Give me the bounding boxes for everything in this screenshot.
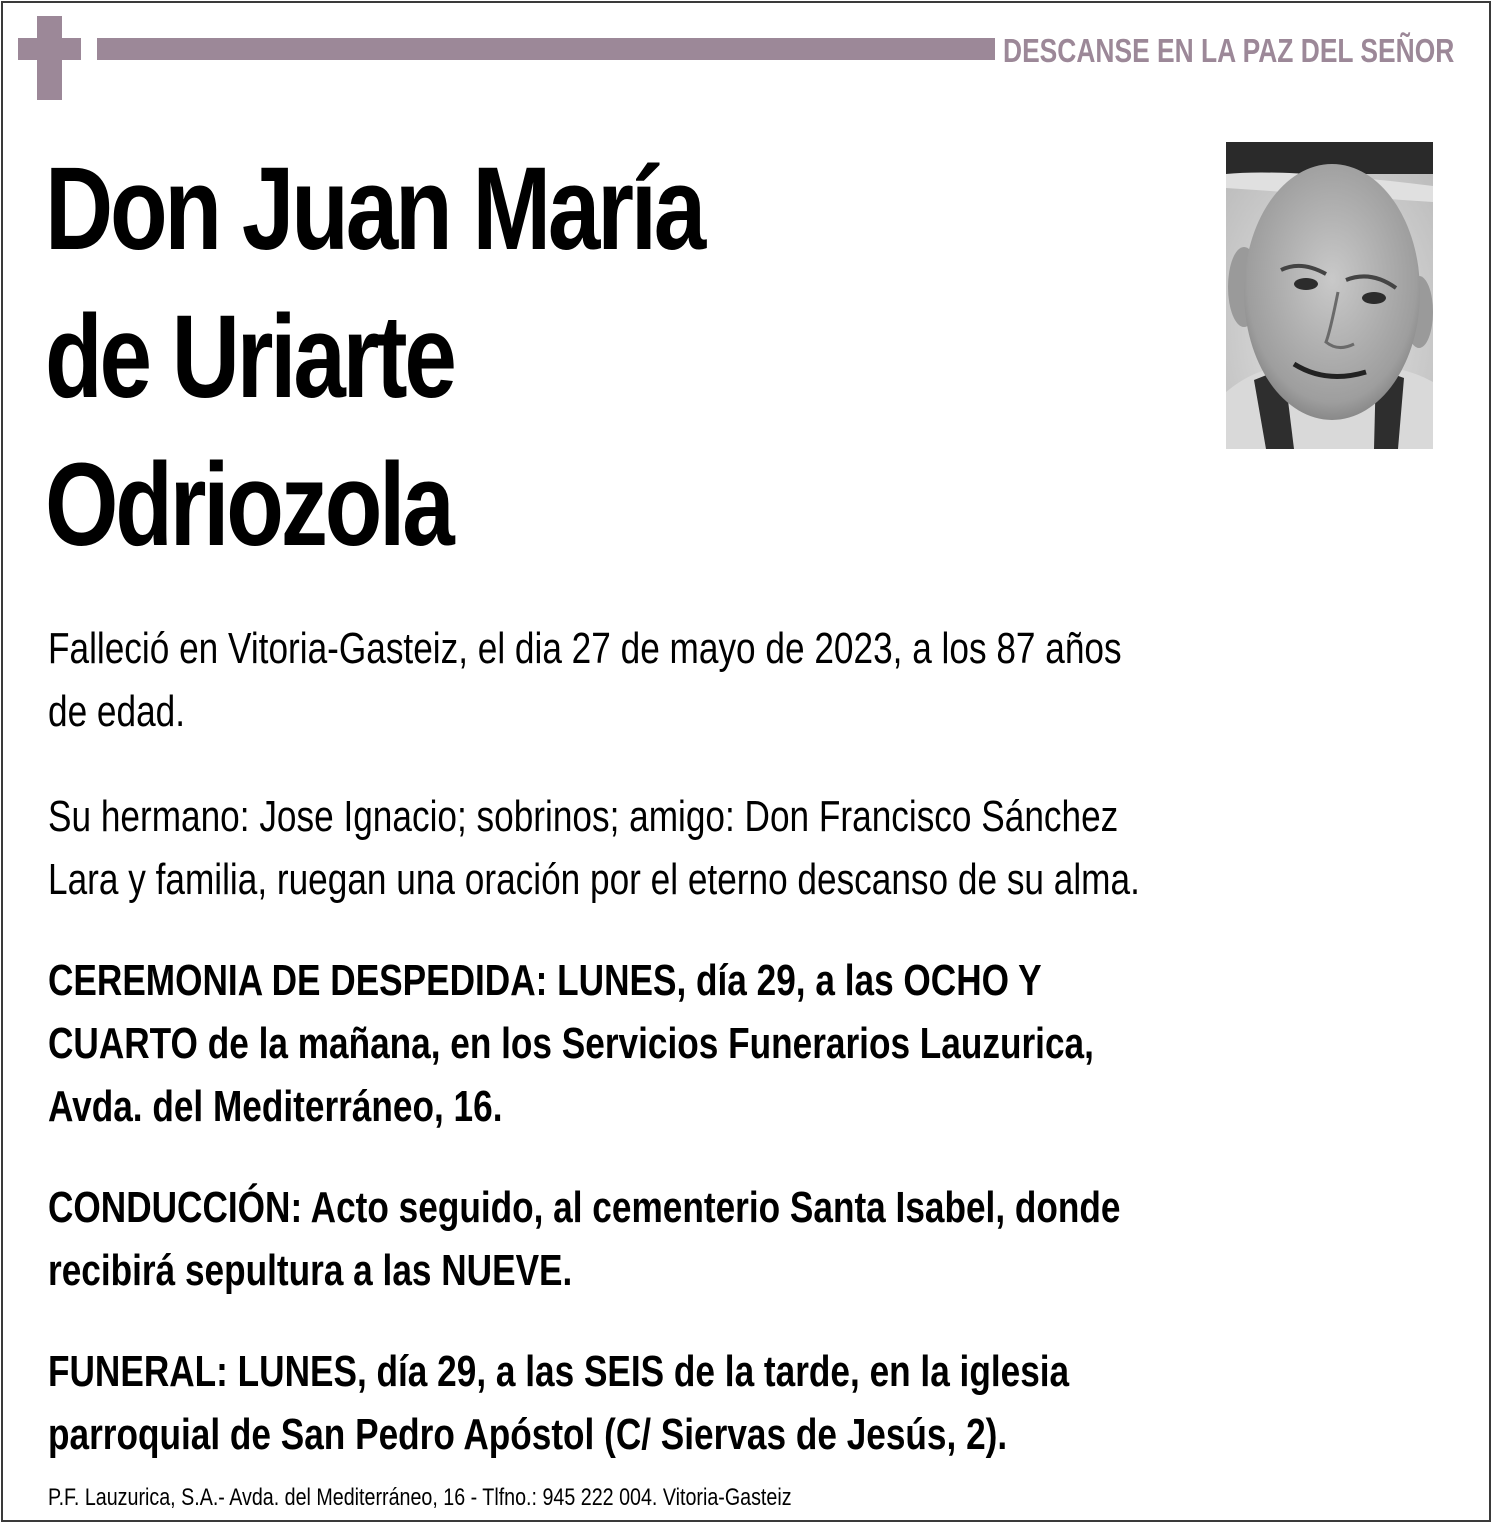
paragraph-line: CUARTO de la mañana, en los Servicios Funerarios Lauzurica,: [48, 1019, 1094, 1068]
deceased-portrait-photo: [1226, 142, 1433, 449]
death-notice-paragraph: [48, 617, 1122, 743]
paragraph-line: CEREMONIA DE DESPEDIDA: LUNES, día 29, a las OCHO Y: [48, 956, 1042, 1005]
paragraph-line: parroquial de San Pedro Apóstol (C/ Siervas de Jesús, 2).: [48, 1410, 1008, 1459]
funeral-paragraph: [48, 1340, 1069, 1466]
funeral-home-footer: P.F. Lauzurica, S.A.- Avda. del Mediterráneo, 16 - Tlfno.: 945 222 004. Vitoria-Gasteiz: [48, 1484, 792, 1511]
ceremony-paragraph: [48, 949, 1094, 1138]
paragraph-line: Avda. del Mediterráneo, 16.: [48, 1082, 503, 1131]
paragraph-line: CONDUCCIÓN: Acto seguido, al cementerio Santa Isabel, donde: [48, 1183, 1121, 1232]
paragraph-line: de edad.: [48, 687, 186, 736]
cross-horizontal-bar: [18, 38, 81, 60]
header-rule: [97, 38, 995, 60]
deceased-name: [45, 135, 703, 579]
paragraph-line: Lara y familia, ruegan una oración por el eterno descanso de su alma.: [48, 855, 1140, 904]
paragraph-line: recibirá sepultura a las NUEVE.: [48, 1246, 573, 1295]
name-line-2: de Uriarte: [45, 291, 454, 423]
portrait-icon: [1226, 142, 1433, 449]
paragraph-line: FUNERAL: LUNES, día 29, a las SEIS de la tarde, en la iglesia: [48, 1347, 1070, 1396]
family-paragraph: [48, 785, 1140, 911]
paragraph-line: Falleció en Vitoria-Gasteiz, el dia 27 de mayo de 2023, a los 87 años: [48, 624, 1122, 673]
name-line-3: Odriozola: [45, 439, 452, 571]
header-tagline: DESCANSE EN LA PAZ DEL SEÑOR: [1003, 32, 1455, 69]
name-line-1: Don Juan María: [45, 143, 704, 275]
paragraph-line: Su hermano: Jose Ignacio; sobrinos; amigo: Don Francisco Sánchez: [48, 792, 1119, 841]
procession-paragraph: [48, 1176, 1120, 1302]
